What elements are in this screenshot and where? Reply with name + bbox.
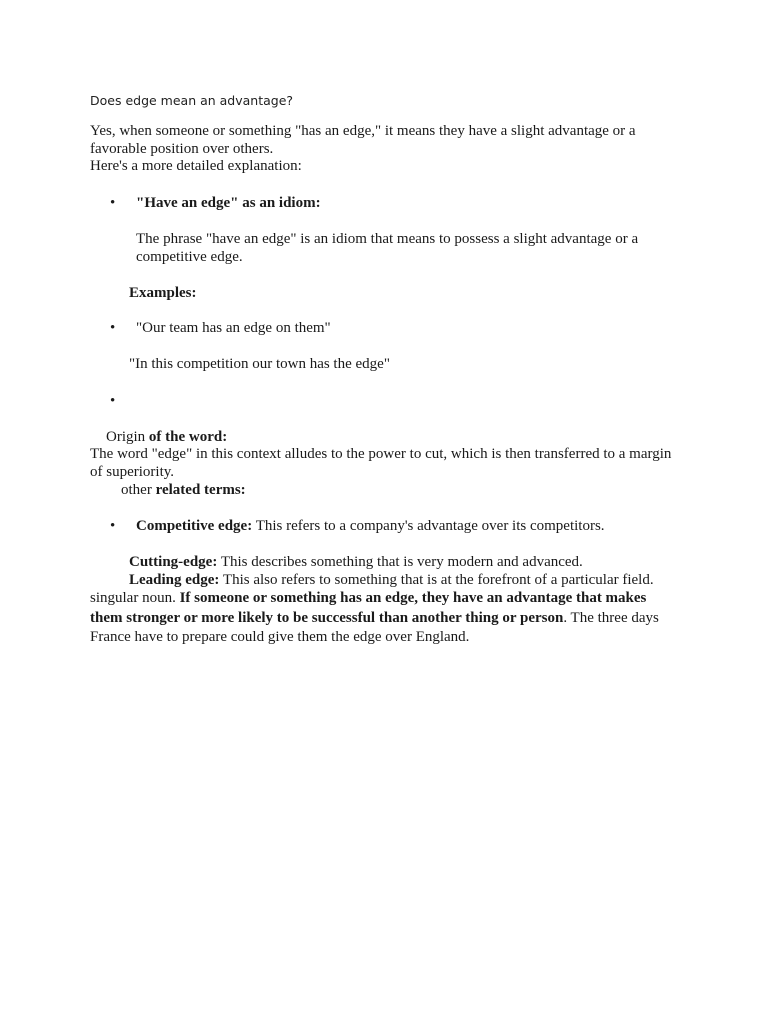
definition-prefix: singular noun. [90,590,176,606]
related-heading [121,482,713,500]
related-item-1 [136,518,696,536]
definition-paragraph [90,589,682,648]
related-desc-1: This refers to a company's advantage over its competitors. [255,518,605,534]
origin-heading-text: of the word: [148,429,228,445]
related-item-3 [129,572,689,590]
intro-paragraph [90,123,682,176]
intro-line-1: Yes, when someone or something "has an edge," it means they have a slight advantage or a favorable position over others. [90,123,636,157]
related-heading-text: related terms: [155,482,246,498]
origin-body: The word "edge" in this context alludes to the power to cut, which is then transferred to a margin of superiority. [90,446,672,480]
definition-after: . The three days France have to prepare could give them the edge over England. [90,609,659,645]
idiom-heading [136,195,676,213]
origin-prefix: Origin [106,429,146,445]
related-item-2 [129,554,689,572]
bullet-example-1: • [110,320,116,336]
related-term-1: Competitive edge: [136,518,253,534]
bullet-related-1: • [110,518,116,534]
example-item-1: "Our team has an edge on them" [136,320,331,336]
definition-bold: If someone or something has an edge, they have an advantage that makes them stronger or more likely to be successful than another thing or person [90,590,647,626]
intro-line-2: Here's a more detailed explanation: [90,158,302,174]
origin-heading [106,429,698,447]
idiom-heading-text: "Have an edge" as an idiom: [136,195,321,211]
related-prefix: other [121,482,152,498]
page-title: Does edge mean an advantage? [90,93,294,108]
idiom-body: The phrase "have an edge" is an idiom that means to possess a slight advantage or a competitive edge. [136,231,639,265]
examples-heading [129,285,721,303]
related-desc-3: This also refers to something that is at the forefront of a particular field. [222,572,654,588]
related-term-3: Leading edge: [129,572,220,588]
bullet-idiom: • [110,195,116,211]
bullet-empty: • [110,393,116,409]
related-desc-2: This describes something that is very modern and advanced. [220,554,583,570]
examples-heading-text: Examples: [129,285,197,301]
related-term-2: Cutting-edge: [129,554,218,570]
example-item-2: "In this competition our town has the edge" [129,356,390,372]
